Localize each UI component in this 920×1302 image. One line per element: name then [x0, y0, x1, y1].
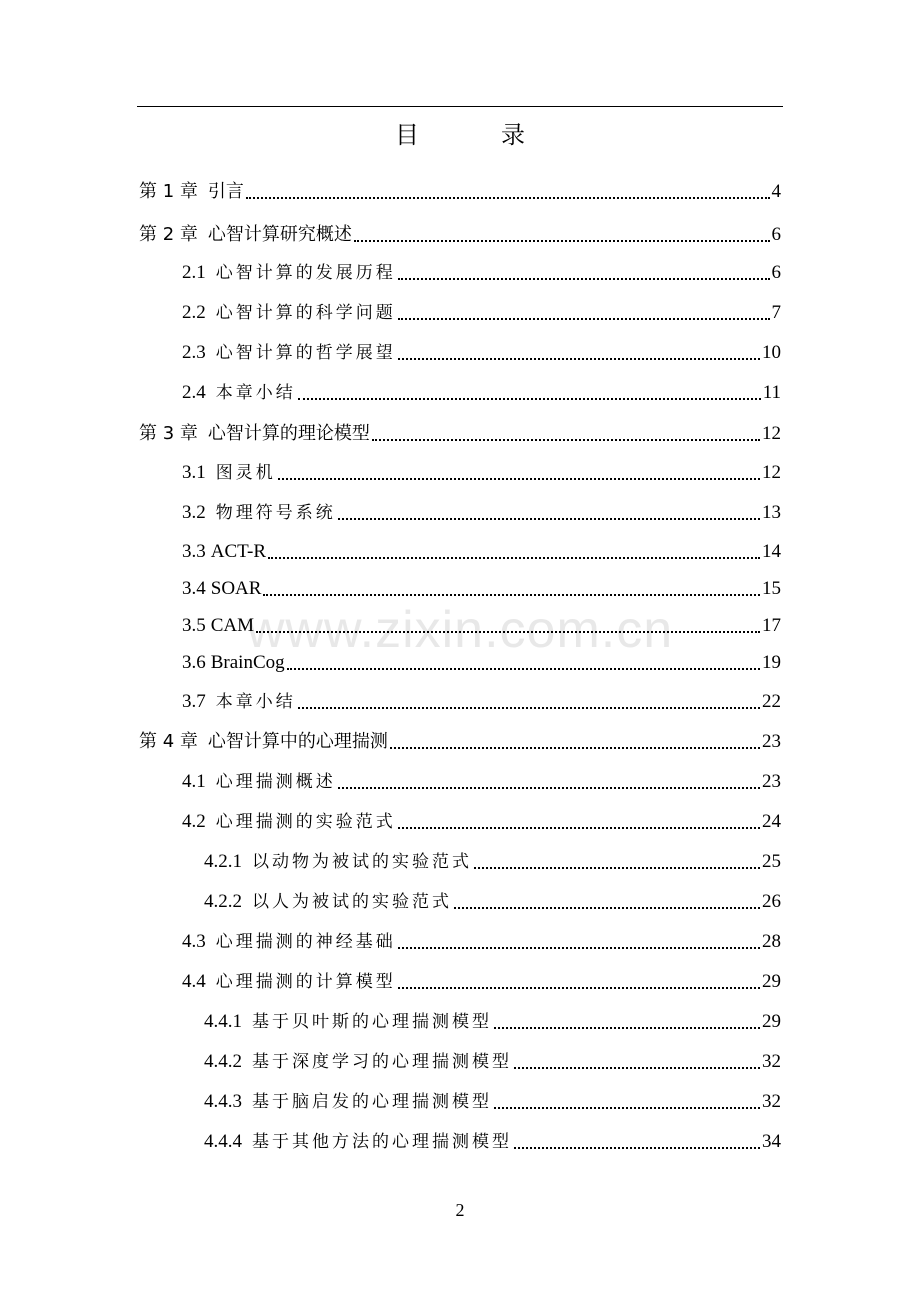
toc-entry-label: 基于深度学习的心理揣测模型 [252, 1052, 512, 1072]
toc-entry-number: 第 2 章 [139, 224, 198, 245]
dot-leader [298, 706, 760, 709]
toc-entry-page: 17 [762, 615, 781, 636]
toc-entry-page: 15 [762, 578, 781, 599]
toc-entry-section-4-4[interactable] [182, 969, 781, 995]
toc-entry-number: 4.3 [182, 931, 206, 952]
toc-entry-section-3-6[interactable] [182, 650, 781, 676]
toc-entry-page: 32 [762, 1051, 781, 1072]
toc-entry-page: 19 [762, 652, 781, 673]
toc-entry-chapter-1[interactable] [139, 179, 781, 205]
toc-entry-number: 3.3 [182, 541, 206, 562]
toc-entry-number: 3.2 [182, 502, 206, 523]
dot-leader [256, 630, 760, 633]
toc-entry-number: 4.2 [182, 811, 206, 832]
toc-entry-label: 基于贝叶斯的心理揣测模型 [252, 1012, 492, 1032]
toc-entry-number: 3.5 [182, 615, 206, 636]
toc-entry-number: 4.4.1 [204, 1011, 242, 1032]
toc-entry-label: 本章小结 [215, 692, 296, 712]
toc-entry-label: ACT-R [210, 541, 267, 562]
toc-entry-section-2-3[interactable] [182, 340, 781, 366]
toc-entry-label: 心理揣测的计算模型 [215, 972, 396, 992]
toc-entry-subsection-4-4-3[interactable] [204, 1089, 781, 1115]
toc-entry-page: 34 [762, 1131, 781, 1152]
toc-entry-number: 第 4 章 [139, 731, 198, 752]
toc-entry-number: 3.4 [182, 578, 206, 599]
toc-entry-section-4-1[interactable] [182, 769, 781, 795]
watermark: www.zixin.com.cn [246, 601, 674, 659]
toc-entry-number: 4.1 [182, 771, 206, 792]
toc-entry-section-3-5[interactable] [182, 613, 781, 639]
toc-entry-label: 以动物为被试的实验范式 [252, 852, 472, 872]
toc-entry-label: 引言 [207, 181, 244, 202]
toc-entry-number: 4.4 [182, 971, 206, 992]
toc-entry-page: 6 [771, 224, 781, 245]
toc-entry-number: 4.4.3 [204, 1091, 242, 1112]
dot-leader [298, 397, 761, 400]
toc-entry-subsection-4-4-2[interactable] [204, 1049, 781, 1075]
dot-leader [398, 826, 760, 829]
toc-entry-label: CAM [210, 615, 255, 636]
dot-leader [268, 556, 760, 559]
toc-entry-page: 22 [762, 691, 781, 712]
toc-entry-section-3-4[interactable] [182, 576, 781, 602]
toc-entry-number: 2.1 [182, 262, 206, 283]
dot-leader [278, 477, 760, 480]
dot-leader [354, 239, 770, 242]
page-number: 2 [455, 1200, 465, 1220]
dot-leader [338, 517, 760, 520]
toc-entry-page: 25 [762, 851, 781, 872]
toc-entry-label: 心理揣测的实验范式 [215, 812, 396, 832]
toc-entry-label: 心智计算的科学问题 [215, 303, 396, 323]
toc-entry-page: 12 [762, 462, 781, 483]
toc-entry-label: SOAR [210, 578, 262, 599]
toc-entry-number: 第 3 章 [139, 423, 198, 444]
toc-entry-page: 11 [762, 382, 781, 403]
toc-entry-page: 12 [762, 423, 781, 444]
toc-entry-section-2-2[interactable] [182, 300, 781, 326]
toc-entry-subsection-4-4-4[interactable] [204, 1129, 781, 1155]
toc-entry-section-4-3[interactable] [182, 929, 781, 955]
toc-entry-chapter-2[interactable] [139, 222, 781, 248]
dot-leader [514, 1066, 760, 1069]
dot-leader [338, 786, 760, 789]
toc-entry-page: 32 [762, 1091, 781, 1112]
toc-entry-page: 4 [771, 181, 781, 202]
toc-entry-label: 本章小结 [215, 383, 296, 403]
toc-entry-label: 心理揣测概述 [215, 772, 336, 792]
toc-entry-subsection-4-4-1[interactable] [204, 1009, 781, 1035]
dot-leader [246, 196, 770, 199]
toc-entry-chapter-4[interactable] [139, 729, 781, 755]
toc-entry-label: 基于其他方法的心理揣测模型 [252, 1132, 512, 1152]
toc-entry-label: 心智计算的哲学展望 [215, 343, 396, 363]
toc-entry-section-4-2[interactable] [182, 809, 781, 835]
toc-entry-page: 10 [762, 342, 781, 363]
toc-entry-label: 物理符号系统 [215, 503, 336, 523]
dot-leader [372, 438, 760, 441]
toc-entry-number: 3.7 [182, 691, 206, 712]
toc-entry-label: 心智计算的理论模型 [207, 423, 370, 444]
toc-entry-page: 13 [762, 502, 781, 523]
toc-entry-number: 4.2.2 [204, 891, 242, 912]
toc-entry-section-2-4[interactable] [182, 380, 781, 406]
toc-entry-page: 14 [762, 541, 781, 562]
dot-leader [287, 667, 760, 670]
toc-entry-number: 3.1 [182, 462, 206, 483]
toc-entry-page: 28 [762, 931, 781, 952]
toc-entry-label: 以人为被试的实验范式 [252, 892, 452, 912]
toc-entry-label: 心智计算中的心理揣测 [207, 731, 388, 752]
toc-entry-page: 6 [771, 262, 781, 283]
dot-leader [390, 746, 760, 749]
dot-leader [398, 946, 760, 949]
dot-leader [398, 317, 770, 320]
dot-leader [398, 277, 770, 280]
toc-entry-page: 7 [771, 302, 781, 323]
toc-entry-chapter-3[interactable] [139, 421, 781, 447]
toc-entry-label: 心理揣测的神经基础 [215, 932, 396, 952]
dot-leader [494, 1106, 760, 1109]
dot-leader [263, 593, 760, 596]
toc-entry-section-2-1[interactable] [182, 260, 781, 286]
toc-entry-page: 29 [762, 971, 781, 992]
dot-leader [494, 1026, 760, 1029]
toc-entry-label: 图灵机 [215, 463, 276, 483]
toc-entry-label: 基于脑启发的心理揣测模型 [252, 1092, 492, 1112]
toc-entry-section-3-7[interactable] [182, 689, 781, 715]
toc-entry-number: 2.2 [182, 302, 206, 323]
toc-entry-number: 4.4.2 [204, 1051, 242, 1072]
dot-leader [398, 357, 760, 360]
dot-leader [454, 906, 760, 909]
toc-entry-page: 23 [762, 731, 781, 752]
toc-entry-section-3-1[interactable] [182, 460, 781, 486]
dot-leader [398, 986, 760, 989]
toc-entry-number: 第 1 章 [139, 181, 198, 202]
toc-entry-page: 29 [762, 1011, 781, 1032]
dot-leader [514, 1146, 760, 1149]
dot-leader [474, 866, 760, 869]
toc-entry-page: 26 [762, 891, 781, 912]
toc-entry-label: BrainCog [210, 652, 285, 673]
toc-entry-label: 心智计算研究概述 [207, 224, 352, 245]
toc-entry-number: 2.3 [182, 342, 206, 363]
toc-entry-label: 心智计算的发展历程 [215, 263, 396, 283]
toc-entry-subsection-4-2-2[interactable] [204, 889, 781, 915]
toc-entry-number: 4.2.1 [204, 851, 242, 872]
toc-entry-page: 23 [762, 771, 781, 792]
page-title: 目 录 [395, 123, 563, 149]
toc-entry-page: 24 [762, 811, 781, 832]
toc-entry-number: 3.6 [182, 652, 206, 673]
toc-entry-number: 2.4 [182, 382, 206, 403]
toc-entry-number: 4.4.4 [204, 1131, 242, 1152]
toc-entry-subsection-4-2-1[interactable] [204, 849, 781, 875]
toc-entry-section-3-2[interactable] [182, 500, 781, 526]
toc-entry-section-3-3[interactable] [182, 539, 781, 565]
